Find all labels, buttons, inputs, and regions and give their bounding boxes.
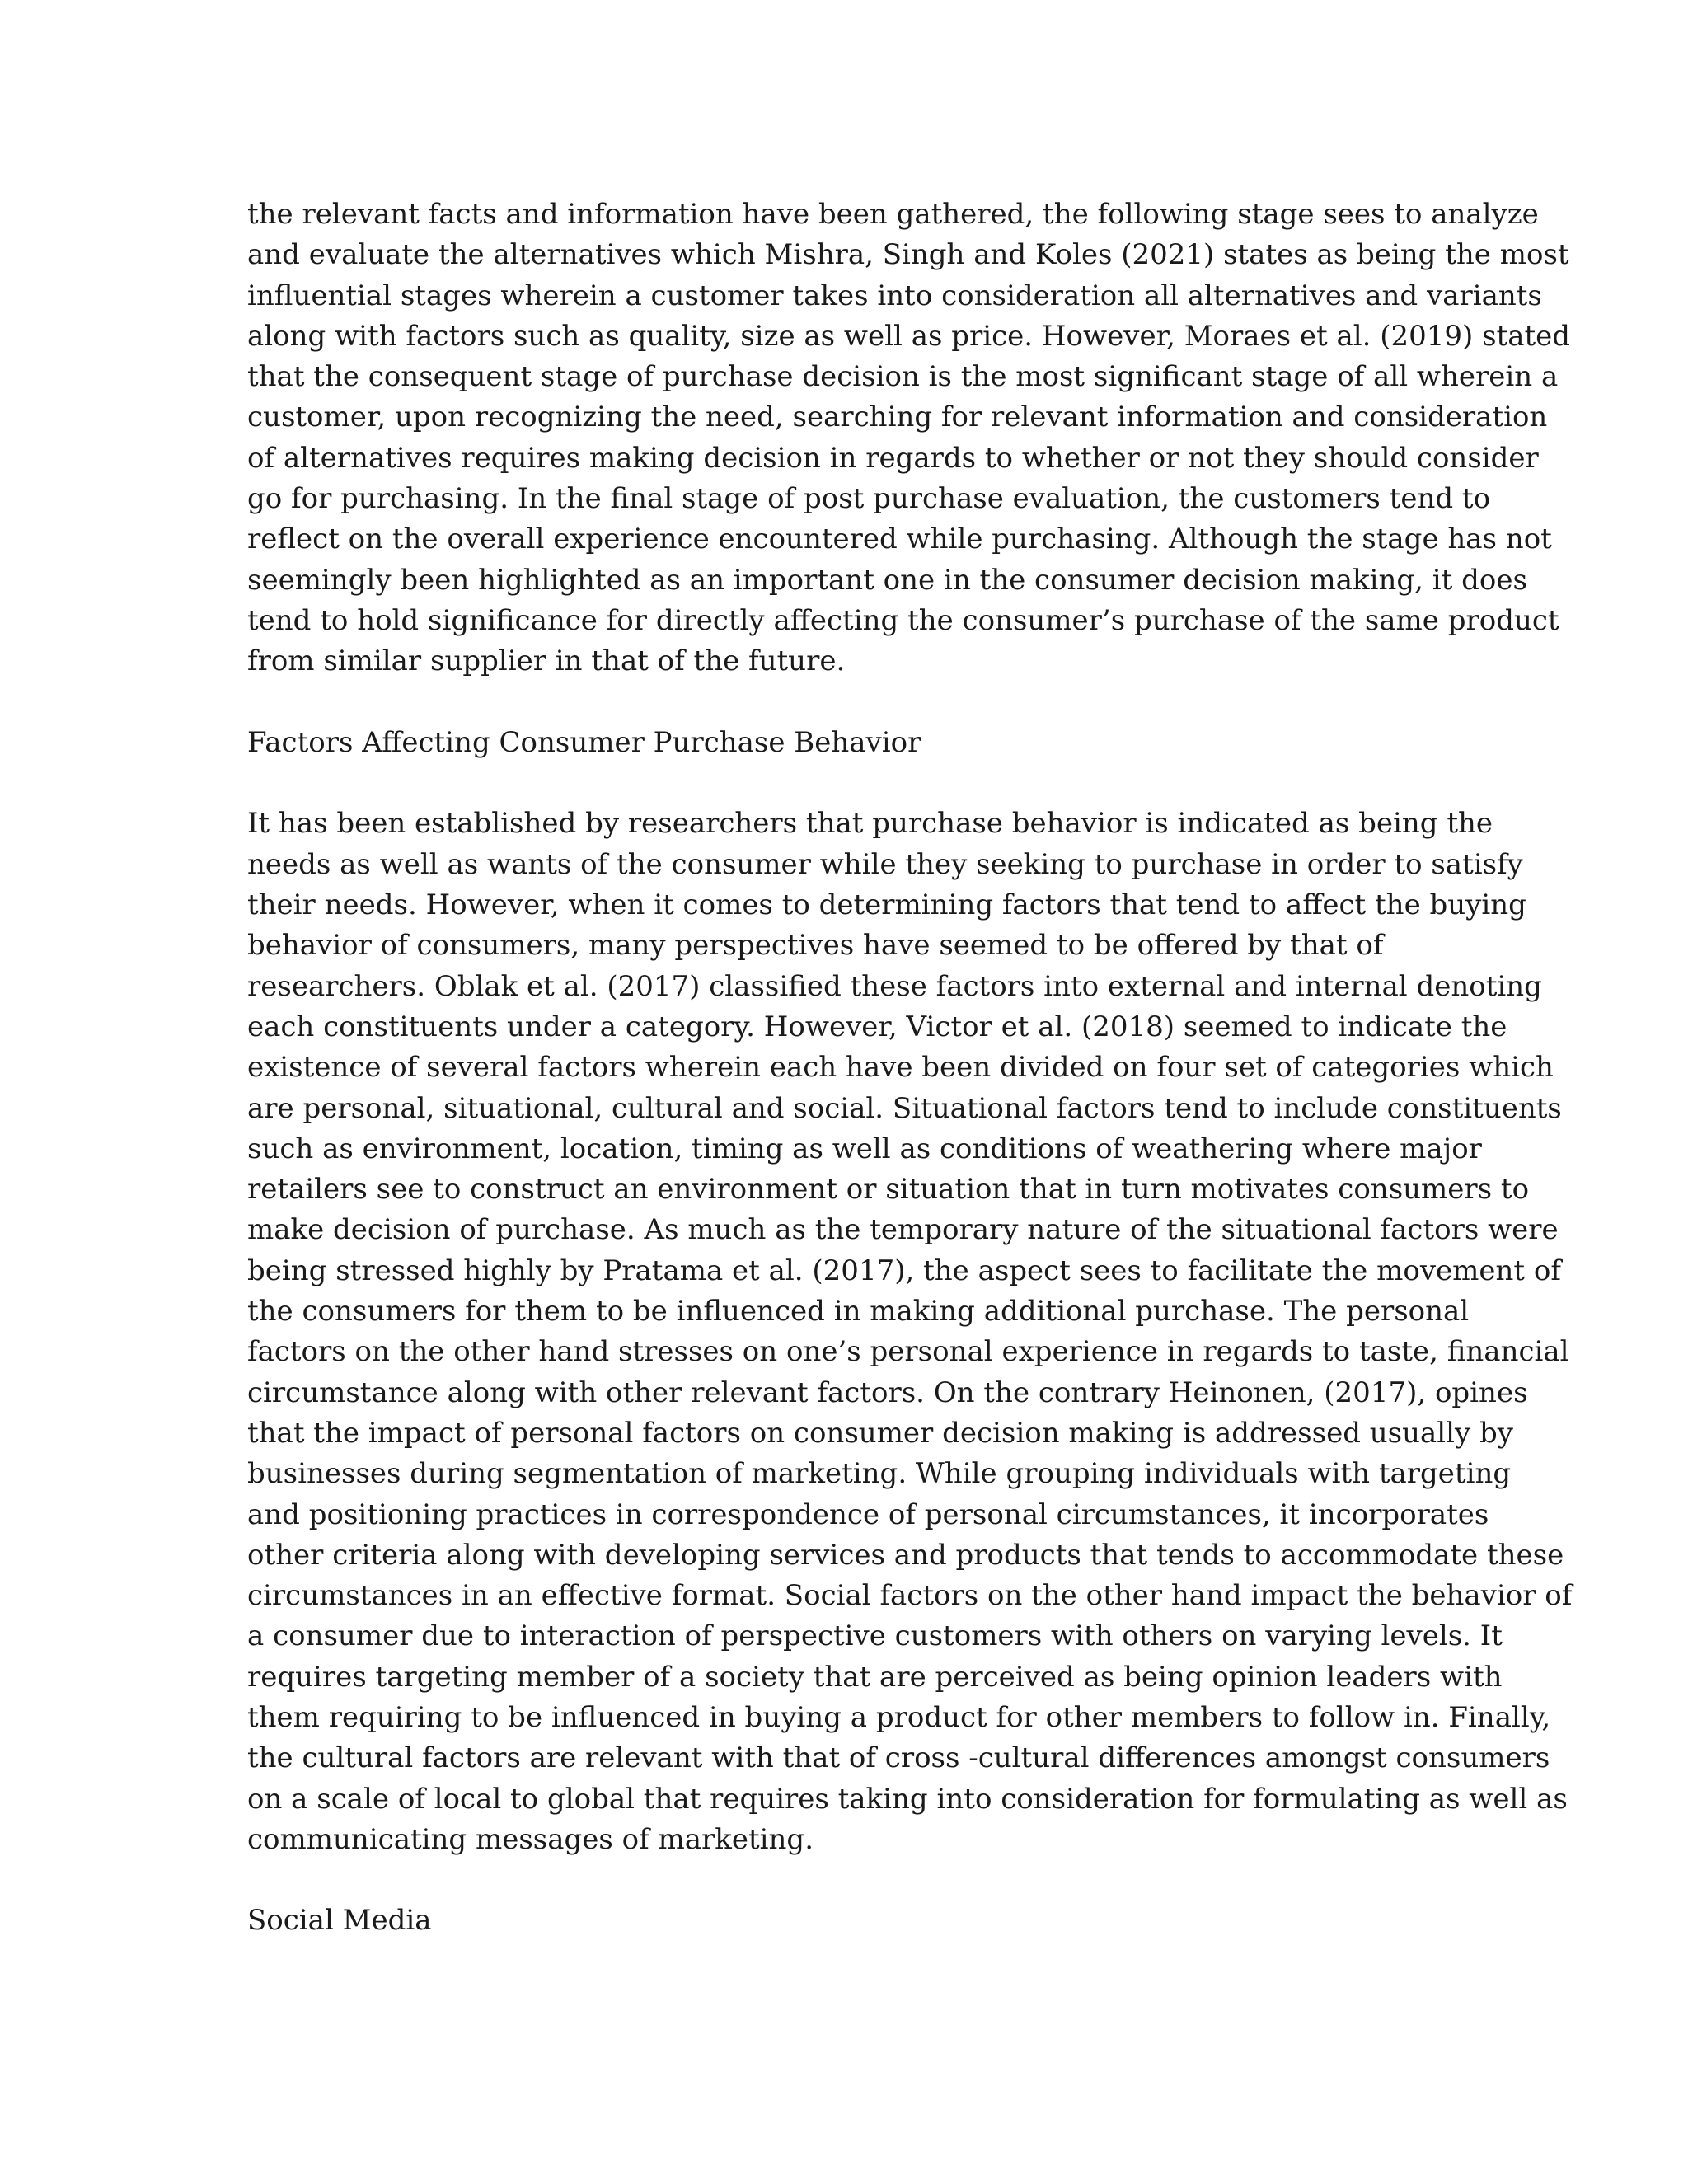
text-line: businesses during segmentation of marketing. While grouping individuals with targeting xyxy=(247,1457,1512,1491)
text-line: reflect on the overall experience encountered while purchasing. Although the stage has not xyxy=(247,523,1552,556)
text-line: seemingly been highlighted as an important one in the consumer decision making, it does xyxy=(247,563,1527,597)
text-line: go for purchasing. In the final stage of post purchase evaluation, the customers tend to xyxy=(247,482,1491,516)
text-line: their needs. However, when it comes to determining factors that tend to affect the buying xyxy=(247,888,1526,922)
text-line: and evaluate the alternatives which Mishra, Singh and Koles (2021) states as being the most xyxy=(247,238,1569,272)
text-line: the consumers for them to be influenced in making additional purchase. The personal xyxy=(247,1295,1470,1329)
text-line: them requiring to be influenced in buying a product for other members to follow in. Finally, xyxy=(247,1700,1551,1734)
text-line: being stressed highly by Pratama et al. (2017), the aspect sees to facilitate the movement of xyxy=(247,1254,1561,1287)
text-line: the relevant facts and information have been gathered, the following stage sees to analyze xyxy=(247,198,1539,231)
text-line: influential stages wherein a customer takes into consideration all alternatives and variants xyxy=(247,279,1542,312)
text-line: a consumer due to interaction of perspective customers with others on varying levels. It xyxy=(247,1619,1503,1653)
text-line: communicating messages of marketing. xyxy=(247,1822,814,1856)
text-line: from similar supplier in that of the future. xyxy=(247,644,846,678)
text-line: existence of several factors wherein each have been divided on four set of categories which xyxy=(247,1051,1554,1085)
text-line: requires targeting member of a society that are perceived as being opinion leaders with xyxy=(247,1660,1503,1694)
text-line: circumstance along with other relevant factors. On the contrary Heinonen, (2017), opines xyxy=(247,1376,1528,1409)
paragraph-purchase-factors xyxy=(247,804,1573,1860)
text-line: factors on the other hand stresses on one’s personal experience in regards to taste, financial xyxy=(247,1335,1569,1369)
text-line: along with factors such as quality, size as well as price. However, Moraes et al. (2019) stated xyxy=(247,319,1571,353)
text-line: of alternatives requires making decision in regards to whether or not they should consider xyxy=(247,441,1539,475)
text-line: other criteria along with developing services and products that tends to accommodate these xyxy=(247,1538,1564,1572)
document-page xyxy=(247,194,1573,1982)
text-line: such as environment, location, timing as well as conditions of weathering where major xyxy=(247,1132,1482,1165)
section-heading-social-media: Social Media xyxy=(247,1904,432,1938)
text-line: on a scale of local to global that requires taking into consideration for formulating as well as xyxy=(247,1782,1568,1816)
text-line: researchers. Oblak et al. (2017) classified these factors into external and internal denoting xyxy=(247,969,1542,1003)
text-line: make decision of purchase. As much as the temporary nature of the situational factors were xyxy=(247,1213,1559,1247)
text-line: are personal, situational, cultural and social. Situational factors tend to include constituents xyxy=(247,1091,1562,1125)
text-line: that the impact of personal factors on consumer decision making is addressed usually by xyxy=(247,1416,1514,1450)
text-line: each constituents under a category. However, Victor et al. (2018) seemed to indicate the xyxy=(247,1010,1507,1043)
text-line: that the consequent stage of purchase decision is the most significant stage of all wherein a xyxy=(247,360,1559,394)
text-line: It has been established by researchers that purchase behavior is indicated as being the xyxy=(247,807,1493,841)
section-heading-factors: Factors Affecting Consumer Purchase Behavior xyxy=(247,725,921,759)
text-line: customer, upon recognizing the need, searching for relevant information and consideration xyxy=(247,401,1548,434)
text-line: needs as well as wants of the consumer while they seeking to purchase in order to satisfy xyxy=(247,847,1523,881)
text-line: circumstances in an effective format. Social factors on the other hand impact the behavior of xyxy=(247,1579,1573,1613)
text-line: and positioning practices in correspondence of personal circumstances, it incorporates xyxy=(247,1497,1489,1531)
text-line: behavior of consumers, many perspectives have seemed to be offered by that of xyxy=(247,929,1384,963)
paragraph-purchase-stages xyxy=(247,194,1571,682)
text-line: tend to hold significance for directly affecting the consumer’s purchase of the same product xyxy=(247,603,1559,637)
text-line: the cultural factors are relevant with that of cross -cultural differences amongst consumers xyxy=(247,1741,1550,1775)
text-line: retailers see to construct an environment or situation that in turn motivates consumers to xyxy=(247,1173,1530,1207)
